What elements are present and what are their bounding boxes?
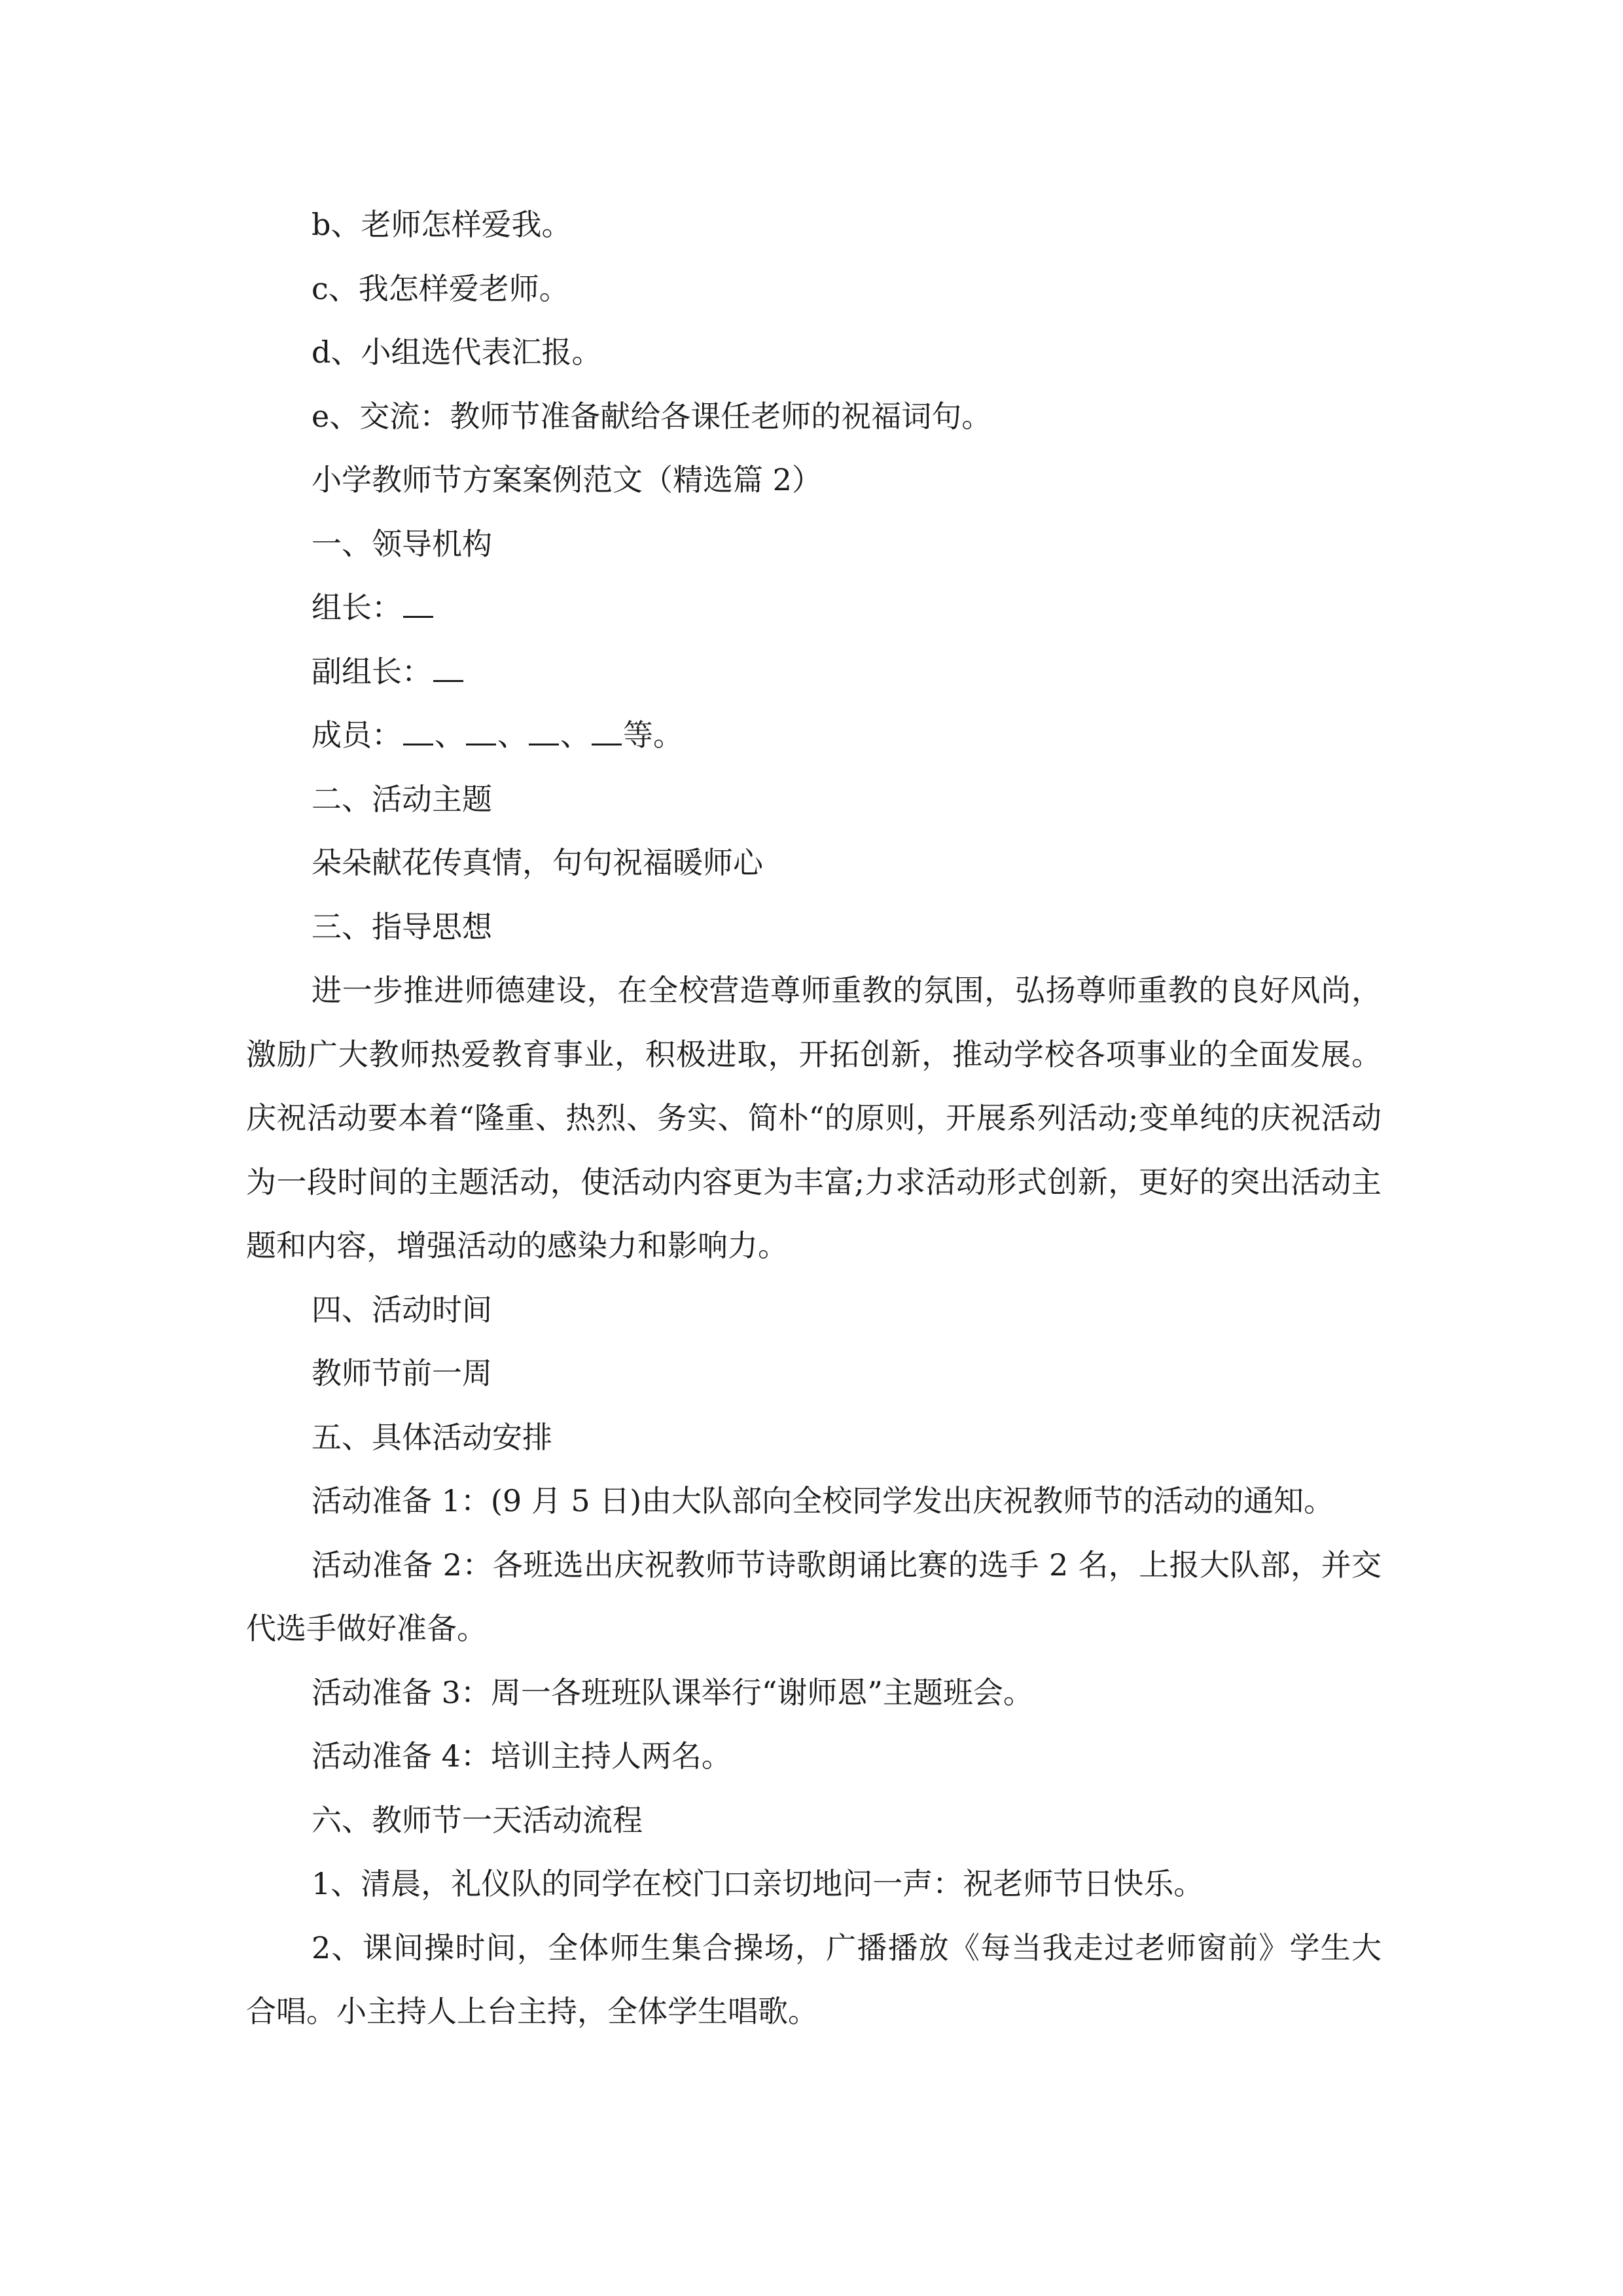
vice-leader-label: 副组长： [312,653,432,689]
vice-leader-line [246,640,1382,704]
member-blank [529,720,559,745]
heading-leadership: 一、领导机构 [312,526,492,562]
member-blank [403,720,433,745]
separator: 、 [560,717,590,753]
heading-day-flow: 六、教师节一天活动流程 [312,1802,643,1838]
heading-arrangements: 五、具体活动安排 [312,1419,552,1455]
prep-3: 活动准备 3：周一各班班队课举行“谢师恩”主题班会。 [312,1674,1033,1710]
heading-activity-time: 四、活动时间 [312,1291,492,1327]
member-blank [592,720,622,745]
separator: 、 [435,717,465,753]
leader-blank [403,592,433,618]
members-line [246,704,1382,768]
list-item-b: b、老师怎样爱我。 [312,207,572,242]
flow-2: 2、课间操时间，全体师生集合操场，广播播放《每当我走过老师窗前》学生大合唱。小主持人上台主持，全体学生唱歌。 [246,1929,1382,2029]
heading-theme: 二、活动主题 [312,781,492,817]
prep-1: 活动准备 1：(9 月 5 日)由大队部向全校同学发出庆祝教师节的活动的通知。 [312,1483,1334,1518]
activity-time-text: 教师节前一周 [312,1355,492,1391]
theme-text: 朵朵献花传真情，句句祝福暖师心 [312,845,763,880]
heading-guiding-idea: 三、指导思想 [312,908,492,944]
members-suffix: 等。 [623,717,683,753]
list-item-e: e、交流：教师节准备献给各课任老师的祝福词句。 [312,398,992,434]
leader-label: 组长： [312,590,402,625]
list-item-d: d、小组选代表汇报。 [312,334,602,370]
members-label: 成员： [312,717,402,753]
guiding-idea-paragraph: 进一步推进师德建设，在全校营造尊师重教的氛围，弘扬尊师重教的良好风尚，激励广大教师热爱教育事业，积极进取，开拓创新，推动学校各项事业的全面发展。庆祝活动要本着“隆重、热烈、务实、简朴“的原则，开展系列活动;变单纯的庆祝活动为一段时间的主题活动，使活动内容更为丰富;力求活动形式创新，更好的突出活动主题和内容，增强活动的感染力和影响力。 [246,973,1382,1263]
separator: 、 [497,717,527,753]
vice-leader-blank [433,656,463,682]
prep-2: 活动准备 2：各班选出庆祝教师节诗歌朗诵比赛的选手 2 名，上报大队部，并交代选手做好准备。 [246,1547,1382,1646]
member-blank [466,720,496,745]
leader-line [246,576,1382,640]
list-item-c: c、我怎样爱老师。 [312,270,569,306]
document-body [246,193,1382,2044]
flow-1: 1、清晨，礼仪队的同学在校门口亲切地问一声：祝老师节日快乐。 [312,1866,1204,1901]
section-title: 小学教师节方案案例范文（精选篇 2） [312,462,822,497]
prep-4: 活动准备 4：培训主持人两名。 [312,1738,732,1774]
